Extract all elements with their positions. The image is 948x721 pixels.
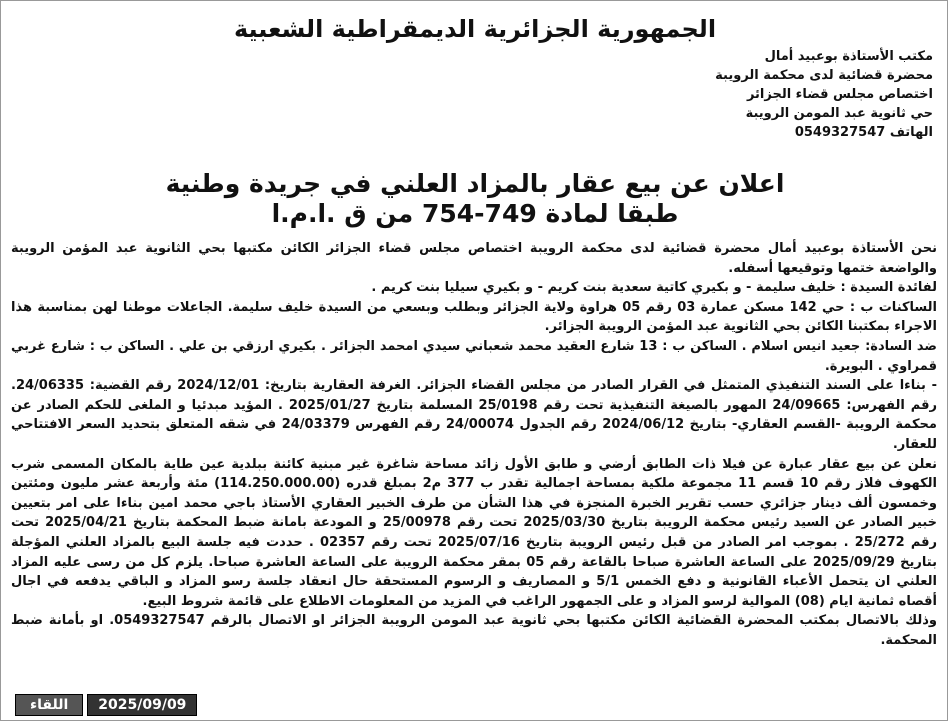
body-paragraph: ضد السادة: جعيد انيس اسلام . الساكن ب : 13 شارع العقيد محمد شعباني سيدي امحمد الجزائر . بكيري ارزقي بن علي . الساكن ب : شارع غربي قمراوي . البويرة. — [11, 338, 937, 374]
body-paragraph: لفائدة السيدة : خليف سليمة - و بكيري كاتية سعدية بنت كريم - و بكيري سيليا بنت كريم . — [371, 280, 937, 296]
body-paragraph: الساكنات ب : حي 142 مسكن عمارة 03 رقم 05 هراوة ولاية الجزائر وبطلب وبسعي من السيدة خليف سليمة. الجاعلات موطنا لهن بمناسبة هذا الاجراء بمكتبنا الكائن بحي الثانوية عبد المؤمن الرويبة الجزائر. — [11, 299, 938, 335]
notice-body — [11, 239, 937, 650]
bailiff-office-block — [573, 47, 933, 142]
publication-footer — [15, 694, 197, 716]
body-paragraph: نحن الأستاذة بوعبيد أمال محضرة قضائية لدى محكمة الرويبة اختصاص مجلس قضاء الجزائر الكائن مكتبها بحي الثانوية عبد المؤمن الرويبة والواضعة ختمها وتوقيعها أسفله. — [11, 241, 937, 276]
office-line: مكتب الأستاذة بوعبيد أمال — [764, 49, 933, 64]
notice-title-line-1: اعلان عن بيع عقار بالمزاد العلني في جريدة وطنية — [165, 169, 785, 198]
office-line: الهاتف 0549327547 — [794, 125, 933, 140]
notice-title-line-2: طبقا لمادة 749-754 من ق .ا.م.ا — [271, 199, 679, 228]
body-paragraph: - بناءا على السند التنفيذي المتمثل في القرار الصادر من مجلس القضاء الجزائر. الغرفة العقارية بتاريخ: 2024/12/01 رقم القضية: 24/06335. رقم الفهرس: 24/09665 المهور بالصيغة التنفيذية تحت رقم 25/0198 المسلمة بتاريخ 2025/01/27 . المؤيد مبدئيا و الملغى للحكم الصادر عن محكمة الرويبة -القسم العقاري- بتاريخ 2024/06/12 رقم الجدول 24/00074 رقم الفهرس 24/03379 في شقه المتعلق بتحديد السعر الافتتاحي للعقار. — [11, 378, 937, 452]
publication-date: 2025/09/09 — [87, 694, 197, 716]
newspaper-tag: اللقاء — [15, 694, 83, 716]
body-paragraph: نعلن عن بيع عقار عبارة عن فيلا ذات الطابق أرضي و طابق الأول زائد مساحة شاغرة غير مبنية كائنة ببلدية عين طاية بالمكان المسمى شرب الكهوف فلاز رقم 10 قسم 11 مجموعة ملكية بمساحة اجمالية تقدر ب 377 م2 بمبلغ قدره (114.250.000.00) مئة وأربعة عشر مليون ومئتين وخمسون ألف دينار جزائري حسب تقرير الخبرة المنجزة في هذا الشأن من طرف الخبير العقاري الأستاذ باجي محمد امين بناءا على امر بتعيين خبير الصادر عن السيد رئيس محكمة الرويبة بتاريخ 2025/03/30 تحت رقم 25/00978 و المودعة بامانة ضبط المحكمة بتاريخ 2025/04/21 تحت رقم 25/272 . بموجب امر الصادر من قبل رئيس الرويبة بتاريخ 2025/07/16 تحت رقم 02357 . حددت فيه جلسة البيع بالمزاد العلني المؤجلة بتاريخ 2025/09/29 على الساعة العاشرة صباحا بالقاعة رقم 05 بمقر محكمة الرويبة على الساعة العاشرة صباحا. يلزم كل من رسى عليه المزاد العلني ان يتحمل الأعباء القانونية و دفع الخمس 5/1 و المصاريف و الرسوم المستحقة حال انعقاد جلسة رسو المزاد و الباقي يدفعه في اجال أقصاه ثمانية ايام (08) الموالية لرسو المزاد و على الجمهور الراغب في المزيد من المعلومات الاطلاع على قائمة شروط البيع. — [11, 456, 938, 609]
republic-header: الجمهورية الجزائرية الديمقراطية الشعبية — [233, 15, 717, 43]
office-line: اختصاص مجلس قضاء الجزائر — [746, 87, 933, 102]
office-line: حي ثانوية عبد المومن الرويبة — [745, 106, 933, 121]
body-paragraph: وذلك بالاتصال بمكتب المحضرة القضائية الكائن مكتبها بحي ثانوية عبد المومن الرويبة الجزائر او الاتصال بالرقم 0549327547. او بأمانة ضبط المحكمة. — [11, 613, 937, 648]
notice-title — [1, 169, 948, 229]
office-line: محضرة قضائية لدى محكمة الرويبة — [715, 68, 933, 83]
